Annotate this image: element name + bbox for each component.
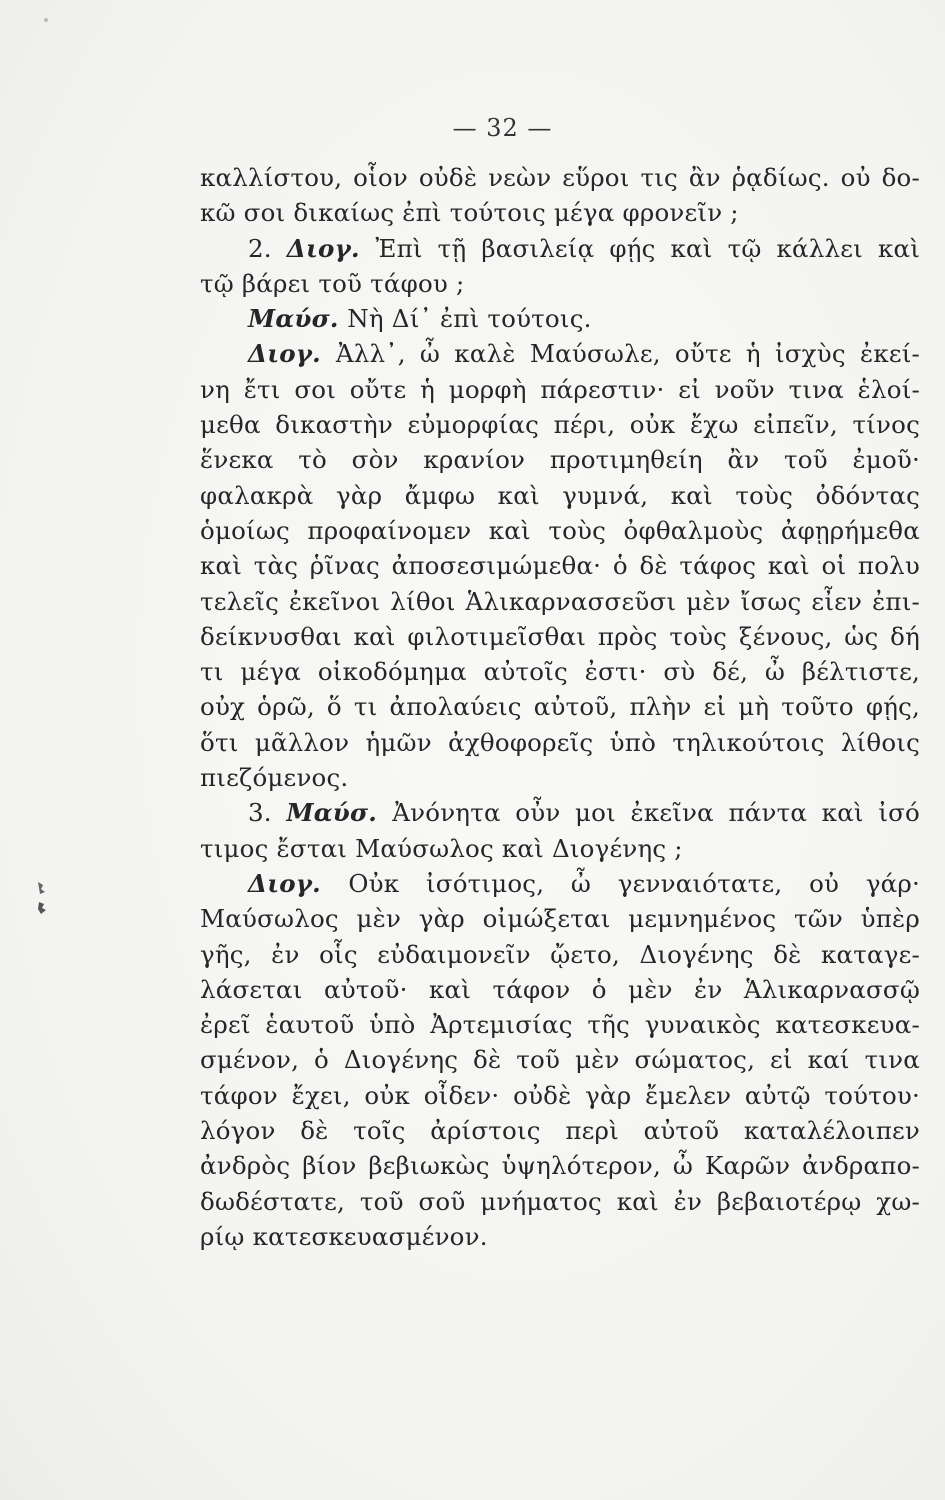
text-line bbox=[200, 725, 920, 760]
line-text: γῆς, ἐν οἷς εὐδαιμονεῖν ᾤετο, Διογένης δὲ καταγε- bbox=[200, 939, 920, 969]
text-line bbox=[200, 442, 920, 477]
line-text: ἀνδρὸς βίον βεβιωκὼς ὑψηλότερον, ὦ Καρῶν ἀνδραπο- bbox=[200, 1151, 920, 1181]
line-text: μεθα δικαστὴν εὐμορφίας πέρι, οὐκ ἔχω εἰπεῖν, τίνος bbox=[200, 410, 920, 440]
line-text: καλλίστου, οἷον οὐδὲ νεὼν εὕροι τις ἂν ῥᾳδίως. οὐ δο- bbox=[200, 163, 920, 192]
ink-mark-icon bbox=[34, 880, 48, 916]
line-text: οὐχ ὁρῶ, ὅ τι ἀπολαύεις αὐτοῦ, πλὴν εἰ μὴ τοῦτο φῄς, bbox=[200, 692, 920, 722]
line-text: Οὐκ ἰσότιμος, ὦ γενναιότατε, οὐ γάρ· bbox=[348, 868, 921, 898]
page-number: — 32 — bbox=[452, 114, 553, 142]
text-line bbox=[200, 195, 920, 230]
text-line bbox=[200, 619, 920, 654]
speaker-label: Διογ. bbox=[248, 339, 336, 369]
section-number: 3. bbox=[248, 798, 287, 828]
text-line bbox=[200, 689, 920, 724]
text-line bbox=[200, 160, 920, 195]
text-line bbox=[200, 1042, 920, 1077]
text-line bbox=[200, 866, 920, 901]
line-text: τάφον ἔχει, οὐκ οἶδεν· οὐδὲ γὰρ ἔμελεν αὐτῷ τούτου· bbox=[200, 1080, 920, 1110]
text-line bbox=[200, 937, 920, 972]
text-line bbox=[200, 301, 920, 336]
text-line bbox=[200, 478, 920, 513]
line-text: Νὴ Δί᾽ ἐπὶ τούτοις. bbox=[347, 304, 592, 334]
text-line bbox=[200, 1078, 920, 1113]
line-text: ρίῳ κατεσκευασμένον. bbox=[200, 1221, 488, 1251]
line-text: καὶ τὰς ῥῖνας ἀποσεσιμώμεθα· ὁ δὲ τάφος καὶ οἱ πολυ bbox=[200, 551, 920, 581]
text-line bbox=[200, 231, 920, 266]
line-text: φαλακρὰ γὰρ ἄμφω καὶ γυμνά, καὶ τοὺς ὀδόντας bbox=[200, 480, 920, 510]
text-line bbox=[200, 831, 920, 866]
speaker-label: Μαύσ. bbox=[248, 304, 348, 334]
line-text: τι μέγα οἰκοδόμημα αὐτοῖς ἐστι· σὺ δέ, ὦ βέλτιστε, bbox=[200, 657, 920, 687]
paper-speck bbox=[44, 18, 48, 22]
line-text: τῷ βάρει τοῦ τάφου ; bbox=[200, 268, 465, 298]
line-text: νη ἔτι σοι οὔτε ἡ μορφὴ πάρεστιν· εἰ νοῦν τινα ἑλοί- bbox=[200, 374, 920, 404]
text-line bbox=[200, 372, 920, 407]
text-line bbox=[200, 513, 920, 548]
text-line bbox=[200, 795, 920, 830]
text-line bbox=[200, 548, 920, 583]
text-line bbox=[200, 1113, 920, 1148]
text-line bbox=[200, 266, 920, 301]
line-text: Μαύσωλος μὲν γὰρ οἰμώξεται μεμνημένος τῶν ὑπὲρ bbox=[200, 904, 920, 934]
text-line bbox=[200, 760, 920, 795]
speaker-label: Διογ. bbox=[286, 233, 376, 263]
line-text: ὁμοίως προφαίνομεν καὶ τοὺς ὀφθαλμοὺς ἀφῃρήμεθα bbox=[200, 515, 920, 545]
speaker-label: Μαύσ. bbox=[286, 798, 393, 828]
line-text: Ἀλλ᾽, ὦ καλὲ Μαύσωλε, οὔτε ἡ ἰσχὺς ἐκεί- bbox=[335, 339, 921, 369]
speaker-label: Διογ. bbox=[248, 868, 349, 898]
text-line bbox=[200, 654, 920, 689]
text-line bbox=[200, 336, 920, 371]
line-text: τελεῖς ἐκεῖνοι λίθοι Ἁλικαρνασσεῦσι μὲν ἴσως εἶεν ἐπι- bbox=[200, 586, 920, 616]
line-text: ἕνεκα τὸ σὸν κρανίον προτιμηθείη ἂν τοῦ ἐμοῦ· bbox=[200, 445, 920, 475]
line-text: δείκνυσθαι καὶ φιλοτιμεῖσθαι πρὸς τοὺς ξένους, ὡς δή bbox=[200, 621, 920, 651]
line-text: λόγον δὲ τοῖς ἀρίστοις περὶ αὐτοῦ καταλέλοιπεν bbox=[200, 1116, 920, 1146]
line-text: Ἐπὶ τῇ βασιλείᾳ φῄς καὶ τῷ κάλλει καὶ bbox=[375, 233, 921, 263]
text-line bbox=[200, 1184, 920, 1219]
line-text: ὅτι μᾶλλον ἡμῶν ἀχθοφορεῖς ὑπὸ τηλικούτοις λίθοις bbox=[200, 727, 920, 757]
line-text: ἐρεῖ ἑαυτοῦ ὑπὸ Ἀρτεμισίας τῆς γυναικὸς κατεσκευα- bbox=[200, 1010, 920, 1040]
line-text: πιεζόμενος. bbox=[200, 763, 349, 793]
line-text: σμένον, ὁ Διογένης δὲ τοῦ μὲν σώματος, εἰ καί τινα bbox=[200, 1045, 920, 1075]
text-line bbox=[200, 1219, 920, 1254]
text-line bbox=[200, 1007, 920, 1042]
line-text: τιμος ἔσται Μαύσωλος καὶ Διογένης ; bbox=[200, 833, 683, 863]
line-text: κῶ σοι δικαίως ἐπὶ τούτοις μέγα φρονεῖν ; bbox=[200, 198, 739, 228]
text-line bbox=[200, 584, 920, 619]
text-line bbox=[200, 1148, 920, 1183]
section-number: 2. bbox=[248, 233, 287, 263]
text-line bbox=[200, 407, 920, 442]
line-text: Ἀνόνητα οὖν μοι ἐκεῖνα πάντα καὶ ἰσό bbox=[392, 798, 921, 828]
line-text: δωδέστατε, τοῦ σοῦ μνήματος καὶ ἐν βεβαιοτέρῳ χω- bbox=[200, 1186, 920, 1216]
line-text: λάσεται αὐτοῦ· καὶ τάφον ὁ μὲν ἐν Ἁλικαρνασσῷ bbox=[200, 974, 920, 1004]
body-text bbox=[200, 160, 920, 1254]
text-line bbox=[200, 901, 920, 936]
text-line bbox=[200, 972, 920, 1007]
